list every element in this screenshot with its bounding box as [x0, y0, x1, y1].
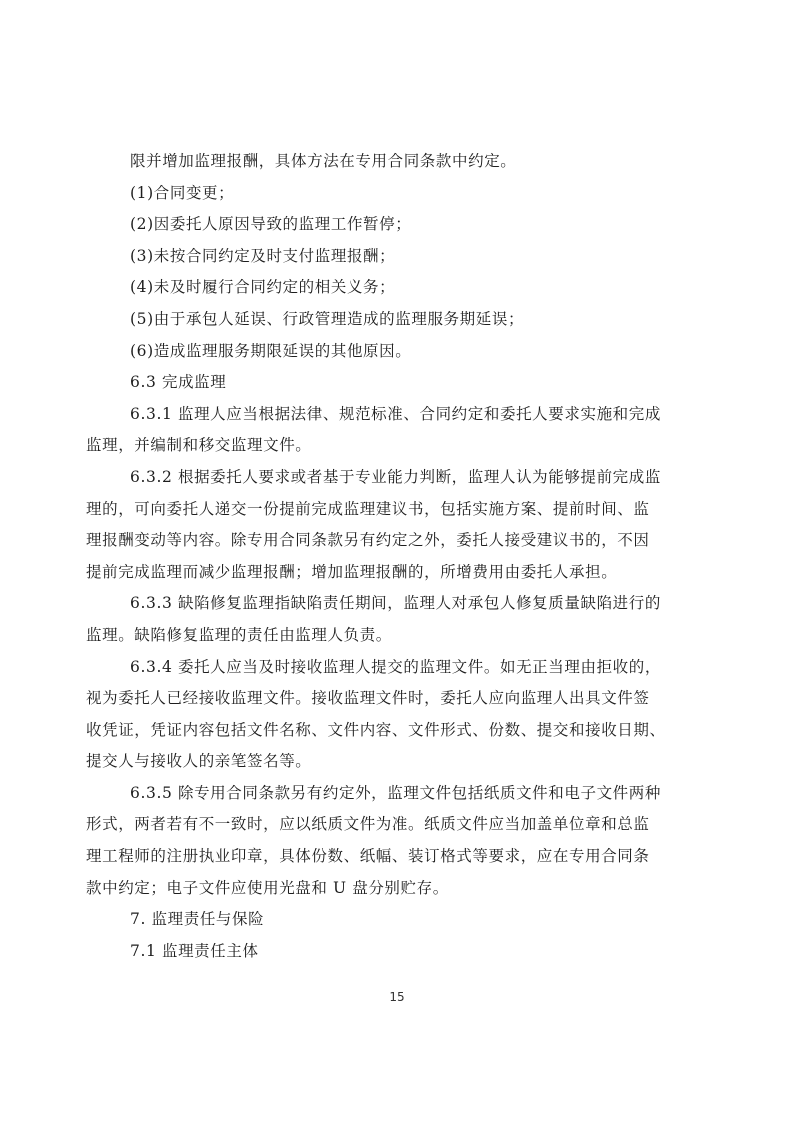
text-line: 限并增加监理报酬，具体方法在专用合同条款中约定。 — [130, 152, 517, 170]
text-line: (4)未及时履行合同约定的相关义务； — [130, 278, 396, 297]
text-line: 监理，并编制和移交监理文件。 — [86, 436, 312, 455]
text-line: 理工程师的注册执业印章，具体份数、纸幅、装订格式等要求，应在专用合同条 — [86, 847, 650, 866]
text-line: (5)由于承包人延误、行政管理造成的监理服务期延误； — [130, 309, 525, 328]
text-line: 6.3.3 缺陷修复监理指缺陷责任期间，监理人对承包人修复质量缺陷进行的 — [130, 594, 661, 613]
text-line: (6)造成监理服务期限延误的其他原因。 — [130, 341, 412, 360]
document-body — [86, 146, 718, 967]
text-line: 6.3.2 根据委托人要求或者基于专业能力判断，监理人认为能够提前完成监 — [130, 467, 661, 486]
text-line: (1)合同变更； — [130, 183, 235, 202]
text-line: 提前完成监理而减少监理报酬；增加监理报酬的，所增费用由委托人承担。 — [86, 562, 618, 581]
text-line: (2)因委托人原因导致的监理工作暂停； — [130, 215, 412, 234]
text-line: 6.3.1 监理人应当根据法律、规范标准、合同约定和委托人要求实施和完成 — [130, 404, 661, 423]
text-line: 6.3.4 委托人应当及时接收监理人提交的监理文件。如无正当理由拒收的， — [130, 657, 661, 676]
text-line: 理的，可向委托人递交一份提前完成监理建议书，包括实施方案、提前时间、监 — [86, 499, 650, 518]
text-line: 7.1 监理责任主体 — [130, 941, 259, 960]
text-line: 提交人与接收人的亲笔签名等。 — [86, 752, 312, 771]
text-line: 款中约定；电子文件应使用光盘和 U 盘分别贮存。 — [86, 878, 449, 897]
text-line: 7. 监理责任与保险 — [130, 910, 265, 929]
text-line: 视为委托人已经接收监理文件。接收监理文件时，委托人应向监理人出具文件签 — [86, 689, 650, 708]
text-line: 收凭证，凭证内容包括文件名称、文件内容、文件形式、份数、提交和接收日期、 — [86, 720, 666, 739]
text-line: (3)未按合同约定及时支付监理报酬； — [130, 246, 396, 265]
text-line: 形式，两者若有不一致时，应以纸质文件为准。纸质文件应当加盖单位章和总监 — [86, 815, 650, 834]
text-line: 6.3 完成监理 — [130, 373, 227, 392]
text-line: 监理。缺陷修复监理的责任由监理人负责。 — [86, 625, 392, 644]
page-number: 15 — [389, 990, 405, 1004]
text-line: 理报酬变动等内容。除专用合同条款另有约定之外，委托人接受建议书的，不因 — [86, 531, 650, 550]
text-line: 6.3.5 除专用合同条款另有约定外，监理文件包括纸质文件和电子文件两种 — [130, 783, 661, 802]
